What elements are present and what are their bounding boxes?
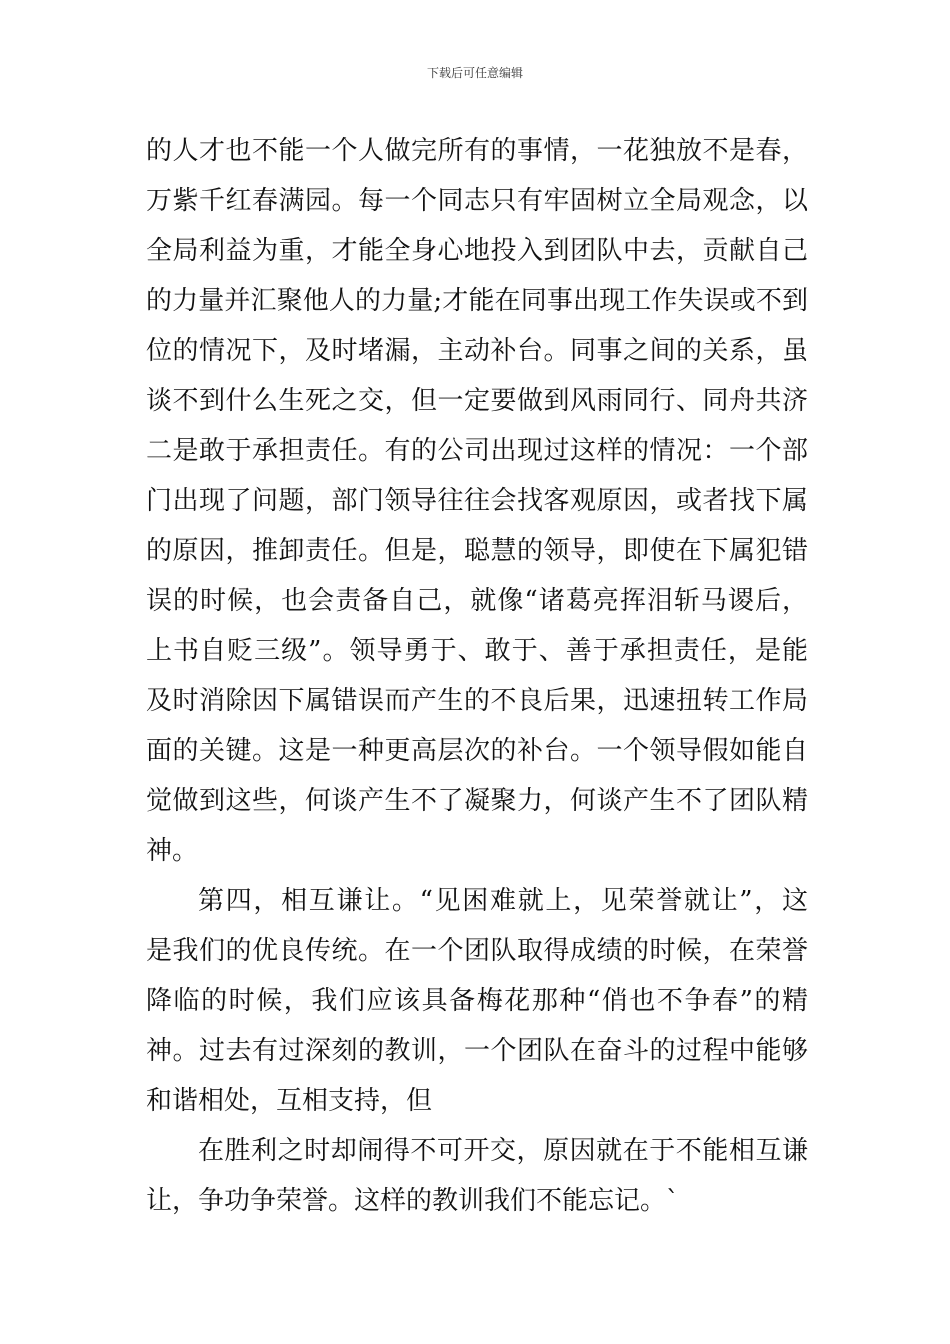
text-line: 让，争功争荣誉。这样的教训我们不能忘记。` — [146, 1186, 680, 1216]
text-line: 上书自贬三级”。领导勇于、敢于、善于承担责任，是能 — [146, 636, 808, 666]
document-body — [146, 126, 808, 1226]
text-line: 的力量并汇聚他人的力量;才能在同事出现工作失误或不到 — [146, 286, 808, 316]
text-line: 的人才也不能一个人做完所有的事情，一花独放不是春， — [146, 136, 808, 166]
page-header-note: 下载后可任意编辑 — [426, 66, 523, 80]
text-line: 神。过去有过深刻的教训，一个团队在奋斗的过程中能够 — [146, 1036, 808, 1066]
text-line: 全局利益为重，才能全身心地投入到团队中去，贡献自己 — [146, 236, 808, 266]
text-line: 谈不到什么生死之交，但一定要做到风雨同行、同舟共济 — [146, 386, 808, 416]
text-line: 降临的时候，我们应该具备梅花那种“俏也不争春”的精 — [146, 986, 808, 1016]
text-line: 觉做到这些，何谈产生不了凝聚力，何谈产生不了团队精 — [146, 786, 808, 816]
text-line: 二是敢于承担责任。有的公司出现过这样的情况：一个部 — [146, 436, 808, 466]
text-line: 的原因，推卸责任。但是，聪慧的领导，即使在下属犯错 — [146, 536, 808, 566]
text-line: 面的关键。这是一种更高层次的补台。一个领导假如能自 — [146, 736, 808, 766]
paragraph-first-line: 第四，相互谦让。“见困难就上，见荣誉就让”，这 — [198, 886, 808, 916]
text-line: 万紫千红春满园。每一个同志只有牢固树立全局观念，以 — [146, 186, 808, 216]
text-line: 门出现了问题，部门领导往往会找客观原因，或者找下属 — [146, 486, 808, 516]
text-line: 是我们的优良传统。在一个团队取得成绩的时候，在荣誉 — [146, 936, 808, 966]
text-line: 神。 — [146, 836, 199, 866]
text-line: 及时消除因下属错误而产生的不良后果，迅速扭转工作局 — [146, 686, 808, 716]
paragraph-first-line: 在胜利之时却闹得不可开交，原因就在于不能相互谦 — [198, 1136, 808, 1166]
text-line: 位的情况下，及时堵漏，主动补台。同事之间的关系，虽 — [146, 336, 808, 366]
text-line: 和谐相处，互相支持，但 — [146, 1086, 433, 1116]
text-line: 误的时候，也会责备自己，就像“诸葛亮挥泪斩马谡后， — [146, 586, 808, 616]
